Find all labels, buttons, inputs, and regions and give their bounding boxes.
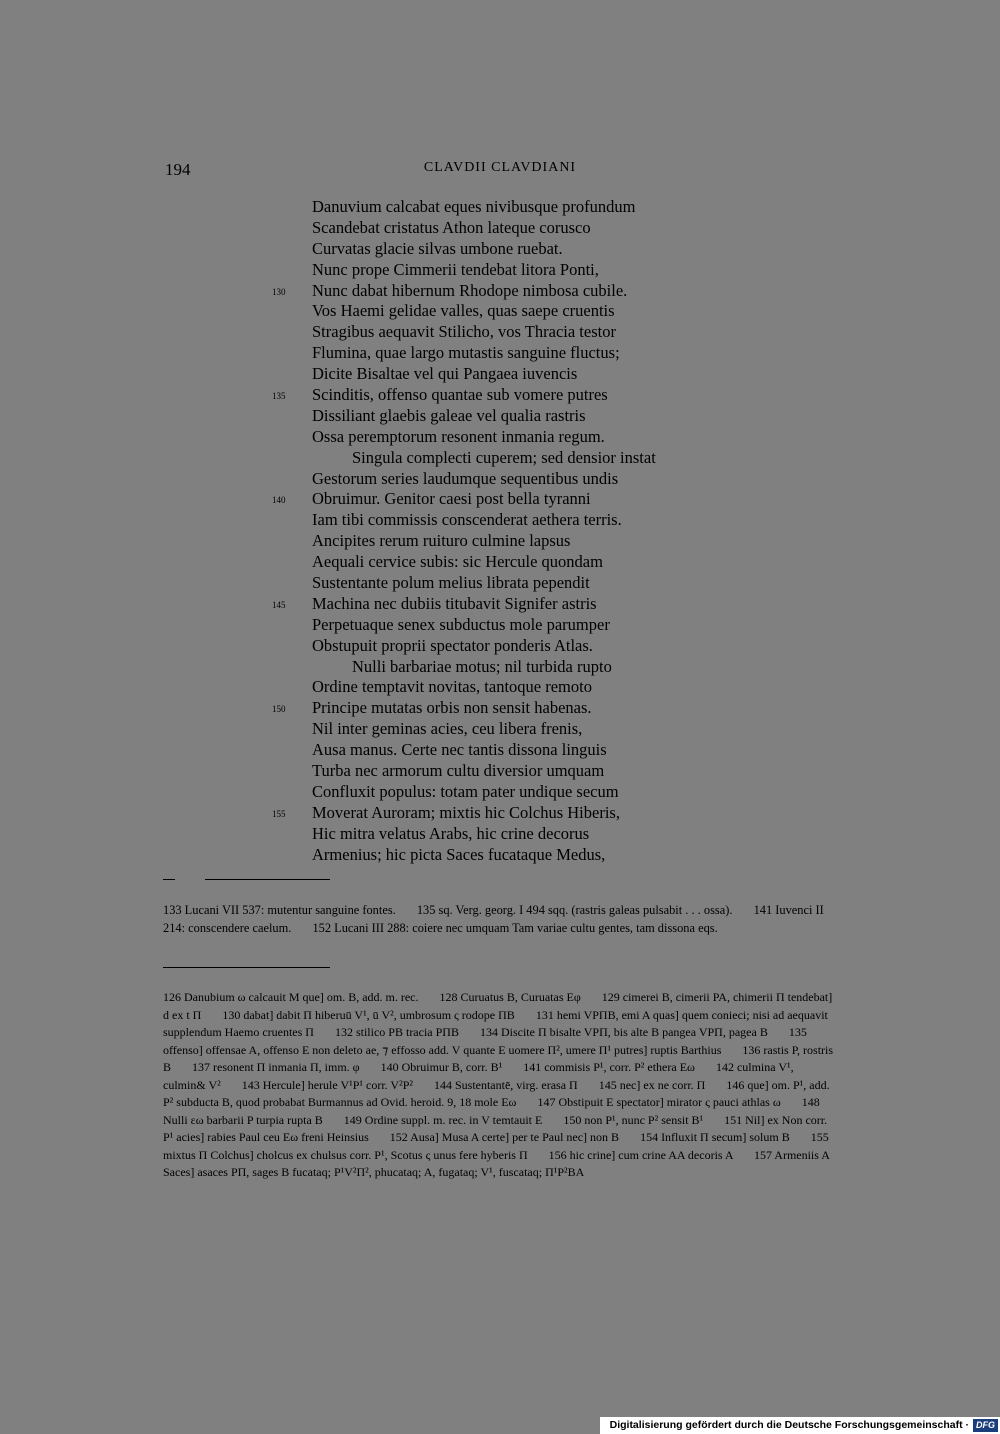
line-number: 140	[272, 495, 286, 506]
verse-line	[270, 531, 770, 552]
verse-text: Curvatas glacie silvas umbone ruebat.	[312, 238, 563, 258]
verse-line	[270, 469, 770, 490]
verse-text: Hic mitra velatus Arabs, hic crine decorus	[312, 823, 590, 843]
verse-line	[270, 803, 770, 824]
apparatus-entry: 146 que] om. P¹, add. P² subducta B, quod probabat Burmannus ad Ovid. heroid. 9, 18 mole Eω	[163, 1077, 830, 1109]
verse-text: Stragibus aequavit Stilicho, vos Thracia testor	[312, 322, 616, 342]
apparatus-entry: 137 resonent Π inmania Π, imm. φ	[192, 1060, 360, 1074]
verse-text: Gestorum series laudumque sequentibus undis	[312, 468, 619, 488]
verse-line	[270, 406, 770, 427]
verse-text: Moverat Auroram; mixtis hic Colchus Hiberis,	[312, 802, 620, 822]
verse-text: Obruimur. Genitor caesi post bella tyranni	[312, 489, 591, 509]
parallel-note: 152 Lucani III 288: coiere nec umquam Tam variae cultu gentes, tam dissona eqs.	[312, 921, 718, 935]
line-number: 150	[272, 704, 286, 715]
verse-line	[270, 698, 770, 719]
line-number: 135	[272, 391, 286, 402]
verse-text: Turba nec armorum cultu diversior umquam	[312, 761, 605, 781]
apparatus-entry: 136 rastis P, rostris B	[163, 1042, 834, 1074]
apparatus-entry: 128 Curuatus B, Curuatas Eφ	[439, 990, 581, 1004]
verse-line	[270, 260, 770, 281]
footnote-divider	[205, 879, 330, 880]
apparatus-entry: 143 Hercule] herule V¹P¹ corr. V²P²	[241, 1077, 413, 1092]
verse-text: Nil inter geminas acies, ceu libera frenis,	[312, 719, 583, 739]
verse-line	[270, 636, 770, 657]
verse-line	[270, 489, 770, 510]
verse-line	[270, 782, 770, 803]
verse-text: Danuvium calcabat eques nivibusque profundum	[312, 197, 636, 216]
verse-text: Nunc dabat hibernum Rhodope nimbosa cubile.	[312, 280, 628, 300]
apparatus-entry: 134 Discite Π bisalte VPΠ, bis alte B pangea VPΠ, pagea B	[479, 1025, 768, 1039]
apparatus-entry: 140 Obruimur B, corr. B¹	[380, 1060, 503, 1074]
apparatus-entry: 152 Ausa] Musa A certe] per te Paul nec] non B	[389, 1130, 620, 1144]
verse-text: Iam tibi commissis conscenderat aethera terris.	[312, 510, 622, 530]
verse-line	[270, 281, 770, 302]
verse-line	[270, 448, 770, 469]
parallel-note: 133 Lucani VII 537: mutentur sanguine fontes.	[163, 903, 396, 917]
line-number: 145	[272, 599, 286, 610]
verse-line	[270, 552, 770, 573]
credit-text: Digitalisierung gefördert durch die Deutsche Forschungsgemeinschaft ·	[609, 1419, 969, 1431]
verse-text: Ancipites rerum ruituro culmine lapsus	[312, 531, 571, 551]
critical-apparatus	[163, 989, 835, 1182]
digitization-credit	[600, 1417, 1000, 1434]
apparatus-entry: 150 non P¹, nunc P² sensit B¹	[563, 1112, 704, 1127]
apparatus-entry: 154 Influxit Π secum] solum B	[640, 1130, 790, 1144]
verse-line	[270, 322, 770, 343]
line-number: 130	[272, 286, 286, 297]
verse-line	[270, 385, 770, 406]
verse-line	[270, 573, 770, 594]
apparatus-entry: 131 hemi VPΠB, emi A quas] quem conieci; nisi ad aequavit supplendum Haemo cruentes Π	[163, 1007, 828, 1039]
poem-text	[270, 197, 770, 866]
verse-line	[270, 740, 770, 761]
line-number: 155	[272, 808, 286, 819]
verse-line	[270, 427, 770, 448]
page-number: 194	[165, 160, 191, 179]
verse-text: Machina nec dubiis titubavit Signifer astris	[312, 593, 597, 613]
apparatus-entry: 156 hic crine] cum crine AA decoris A	[548, 1147, 733, 1162]
verse-text: Principe mutatas orbis non sensit habenas.	[312, 698, 592, 718]
running-title: CLAVDII CLAVDIANI	[423, 160, 577, 175]
verse-text: Sustentante polum melius librata pependit	[312, 573, 590, 593]
apparatus-entry: 126 Danubium ω calcauit M que] om. B, add. m. rec.	[163, 990, 419, 1004]
footnote-divider-short	[163, 879, 175, 880]
verse-line	[270, 845, 770, 866]
verse-text: Ordine temptavit novitas, tantoque remoto	[312, 677, 592, 697]
apparatus-divider	[163, 967, 330, 968]
verse-line	[270, 301, 770, 322]
verse-line	[270, 197, 770, 218]
apparatus-entry: 135 offenso] offensae A, offenso E non deleto ae, ⁊ effosso add. V quante E uomere Π², umere Π¹ putres] ruptis Barthius	[163, 1025, 807, 1057]
verse-text: Nunc prope Cimmerii tendebat litora Ponti,	[312, 259, 599, 279]
verse-line	[270, 218, 770, 239]
verse-line	[270, 239, 770, 260]
verse-text: Nulli barbariae motus; nil turbida rupto	[352, 656, 612, 676]
apparatus-entry: 132 stilico PB tracia PΠB	[334, 1025, 459, 1039]
apparatus-entry: 149 Ordine suppl. m. rec. in V temtauit E	[343, 1112, 543, 1127]
apparatus-entry: 130 dabat] dabit Π hiberuū V¹, ū V², umbrosum ς rodope ΠB	[222, 1007, 515, 1022]
verse-line	[270, 594, 770, 615]
verse-text: Dissiliant glaebis galeae vel qualia rastris	[312, 405, 586, 425]
verse-line	[270, 761, 770, 782]
verse-line	[270, 364, 770, 385]
verse-text: Armenius; hic picta Saces fucataque Medus,	[312, 844, 606, 864]
apparatus-entry: 129 cimerei B, cimerii PA, chimerii Π tendebat] d ex t Π	[163, 990, 833, 1022]
verse-text: Perpetuaque senex subductus mole parumper	[312, 614, 610, 634]
verse-text: Confluxit populus: totam pater undique secum	[312, 781, 619, 801]
apparatus-entry: 141 commisis P¹, corr. P² ethera Eω	[523, 1060, 695, 1074]
parallel-note: 135 sq. Verg. georg. I 494 sqq. (rastris galeas pulsabit . . . ossa).	[416, 903, 733, 917]
apparatus-entry: 157 Armeniis A Saces] asaces PΠ, sages B fucataq; P¹V²Π², phucataq; A, fugataq; V¹, fuscataq; Π¹P²BA	[163, 1147, 830, 1179]
verse-line	[270, 510, 770, 531]
apparatus-entry: 142 culmina V¹, culmin& V²	[163, 1060, 794, 1092]
verse-text: Flumina, quae largo mutastis sanguine fluctus;	[312, 343, 620, 363]
apparatus-entry: 155 mixtus Π Colchus] cholcus ex chulsus corr. P¹, Scotus ς unus fere hyberis Π	[163, 1130, 829, 1162]
verse-line	[270, 824, 770, 845]
verse-line	[270, 615, 770, 636]
verse-line	[270, 657, 770, 678]
verse-text: Scandebat cristatus Athon lateque corusco	[312, 217, 591, 237]
verse-text: Ausa manus. Certe nec tantis dissona linguis	[312, 740, 607, 760]
verse-text: Aequali cervice subis: sic Hercule quondam	[312, 552, 603, 572]
verse-line	[270, 677, 770, 698]
parallel-passages	[163, 901, 835, 937]
apparatus-entry: 151 Nil] ex Non corr. P¹ acies] rabies Paul ceu Eω freni Heinsius	[163, 1112, 828, 1144]
parallel-note: 141 Iuvenci II 214: conscendere caelum.	[163, 903, 824, 935]
verse-line	[270, 719, 770, 740]
apparatus-entry: 147 Obstipuit E spectator] mirator ς pauci athlas ω	[537, 1095, 781, 1109]
apparatus-entry: 144 Sustentantē, virg. erasa Π	[433, 1077, 578, 1092]
verse-text: Obstupuit proprii spectator ponderis Atlas.	[312, 635, 593, 655]
verse-text: Ossa peremptorum resonent inmania regum.	[312, 426, 605, 446]
verse-text: Singula complecti cuperem; sed densior instat	[352, 447, 656, 467]
verse-text: Dicite Bisaltae vel qui Pangaea iuvencis	[312, 364, 578, 384]
apparatus-entry: 148 Nulli εω barbarii P turpia rupta B	[163, 1095, 820, 1127]
verse-line	[270, 343, 770, 364]
verse-text: Scinditis, offenso quantae sub vomere putres	[312, 385, 608, 405]
verse-text: Vos Haemi gelidae valles, quas saepe cruentis	[312, 301, 615, 321]
dfg-logo: DFG	[973, 1419, 998, 1432]
apparatus-entry: 145 nec] ex ne corr. Π	[598, 1077, 706, 1092]
